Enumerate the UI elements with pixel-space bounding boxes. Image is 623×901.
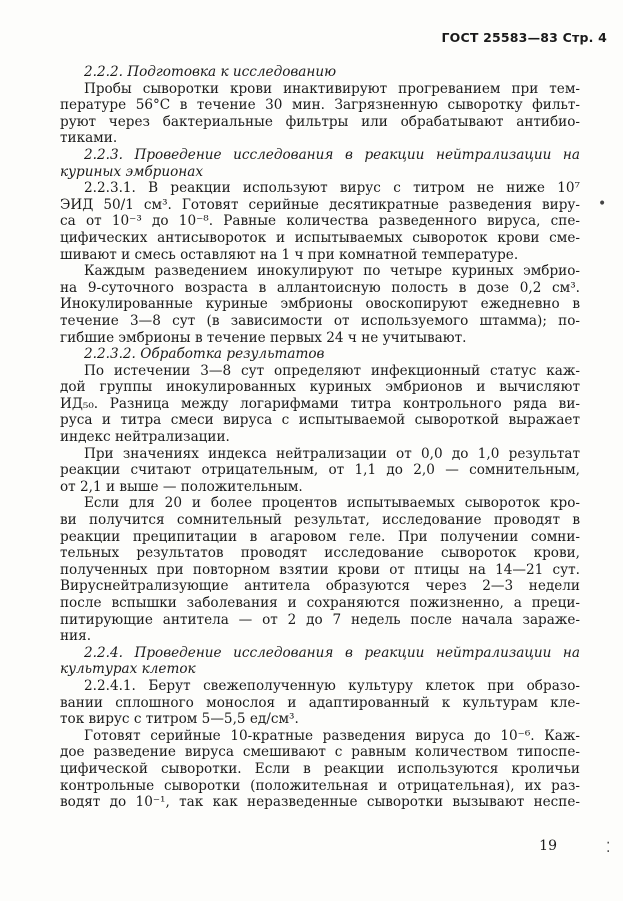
text-line: Пробы сыворотки крови инактивируют прогреванием при тем- (84, 80, 580, 97)
text-line: 2.2.3. Проведение исследования в реакции нейтрализации на (84, 146, 580, 163)
document-header: ГОСТ 25583—83 Стр. 4 (441, 30, 607, 45)
paragraph-2-2-4-1 (60, 678, 580, 728)
document-body (60, 64, 580, 811)
text-line: Инокулированные куриные эмбрионы овоскопируют ежедневно в (60, 296, 580, 313)
section-heading-2-2-2 (60, 64, 580, 81)
text-line: ЭИД 50/1 см³. Готовят серийные десятикратные разведения виру- (60, 196, 580, 213)
paragraph-serum-inactivation (60, 81, 580, 147)
text-line: от 2,1 и выше — положительным. (60, 478, 303, 495)
text-line: тельных результатов проводят исследование сывороток крови, (60, 545, 580, 562)
text-line: куриных эмбрионах (60, 163, 204, 180)
scan-speck: ⁚ (606, 840, 611, 856)
text-line: водят до 10⁻¹, так как неразведенные сыворотки вызывают неспе- (60, 794, 580, 811)
text-line: контрольные сыворотки (положительная и отрицательная), их раз- (60, 777, 580, 794)
text-line: При значениях индекса нейтрализации от 0,0 до 1,0 результат (84, 445, 580, 462)
text-line: ток вирус с титром 5—5,5 ед/см³. (60, 711, 299, 728)
text-line: 2.2.3.1. В реакции используют вирус с титром не ниже 10⁷ (84, 180, 580, 197)
page-number: 19 (539, 838, 557, 854)
text-line: Если для 20 и более процентов испытываемых сывороток кро- (84, 495, 580, 512)
text-line: По истечении 3—8 сут определяют инфекционный статус каж- (84, 362, 580, 379)
text-line: вании сплошного монослоя и адаптированный к культурам кле- (60, 694, 580, 711)
text-line: руют через бактериальные фильтры или обрабатывают антибио- (60, 113, 580, 130)
section-heading-2-2-3 (60, 147, 580, 180)
scan-speck: • (598, 196, 607, 212)
text-line: руса и титра смеси вируса с испытываемой сывороткой выражает (60, 412, 580, 429)
text-line: Готовят серийные 10-кратные разведения вируса до 10⁻⁶. Каж- (84, 727, 580, 744)
text-line: дое разведение вируса смешивают с равным количеством типоспе- (60, 744, 580, 761)
text-line: цифической сыворотки. Если в реакции используются кроличьи (60, 760, 580, 777)
paragraph-doubtful-results (60, 495, 580, 644)
text-line: са от 10⁻³ до 10⁻⁸. Равные количества разведенного вируса, спе- (60, 213, 580, 230)
paragraph-2-2-3-1 (60, 180, 580, 263)
text-line: 2.2.2. Подготовка к исследованию (84, 64, 337, 80)
text-line: после вспышки заболевания и сохраняются пожизненно, а преци- (60, 595, 580, 611)
text-line: пературе 56°С в течение 30 мин. Загрязненную сыворотку фильт- (60, 97, 580, 114)
paragraph-virus-dilutions (60, 728, 580, 811)
text-line: реакции считают отрицательным, от 1,1 до 2,0 — сомнительным, (60, 462, 580, 479)
text-line: реакции преципитации в агаровом геле. При получении сомни- (60, 528, 580, 545)
text-line: 2.2.4. Проведение исследования в реакции нейтрализации на (84, 644, 580, 661)
text-line: индекс нейтрализации. (60, 429, 230, 446)
text-line: полученных при повторном взятии крови от птицы на 14—21 сут. (60, 561, 580, 578)
text-line: ви получится сомнительный результат, исследование проводят в (60, 512, 580, 529)
text-line: ния. (60, 628, 92, 645)
text-line: 2.2.4.1. Берут свежеполученную культуру клеток при образо- (84, 677, 580, 694)
text-line: питирующие антитела — от 2 до 7 недель после начала зараже- (60, 611, 580, 628)
text-line: ИД₅₀. Разница между логарифмами титра контрольного ряда ви- (60, 395, 580, 412)
section-heading-2-2-4 (60, 645, 580, 678)
text-line: шивают и смесь оставляют на 1 ч при комнатной температуре. (60, 246, 519, 263)
text-line: 2.2.3.2. Обработка результатов (84, 346, 325, 363)
text-line: цифических антисывороток и испытываемых сывороток крови сме- (60, 229, 580, 246)
text-line: дой группы инокулированных куриных эмбрионов и вычисляют (60, 379, 580, 396)
text-line: тиками. (60, 130, 118, 147)
text-line: течение 3—8 сут (в зависимости от используемого штамма); по- (60, 312, 580, 329)
section-heading-2-2-3-2 (60, 346, 580, 363)
paragraph-inoculation (60, 263, 580, 346)
text-line: на 9-суточного возраста в аллантоисную полость в дозе 0,2 см³. (60, 279, 580, 296)
paragraph-results-processing (60, 363, 580, 446)
text-line: Каждым разведением инокулируют по четыре куриных эмбрио- (84, 263, 580, 280)
text-line: гибшие эмбрионы в течение первых 24 ч не учитывают. (60, 329, 467, 346)
text-line: Вируснейтрализующие антитела образуются через 2—3 недели (60, 578, 580, 595)
text-line: культурах клеток (60, 661, 196, 678)
paragraph-neutralization-index (60, 446, 580, 496)
